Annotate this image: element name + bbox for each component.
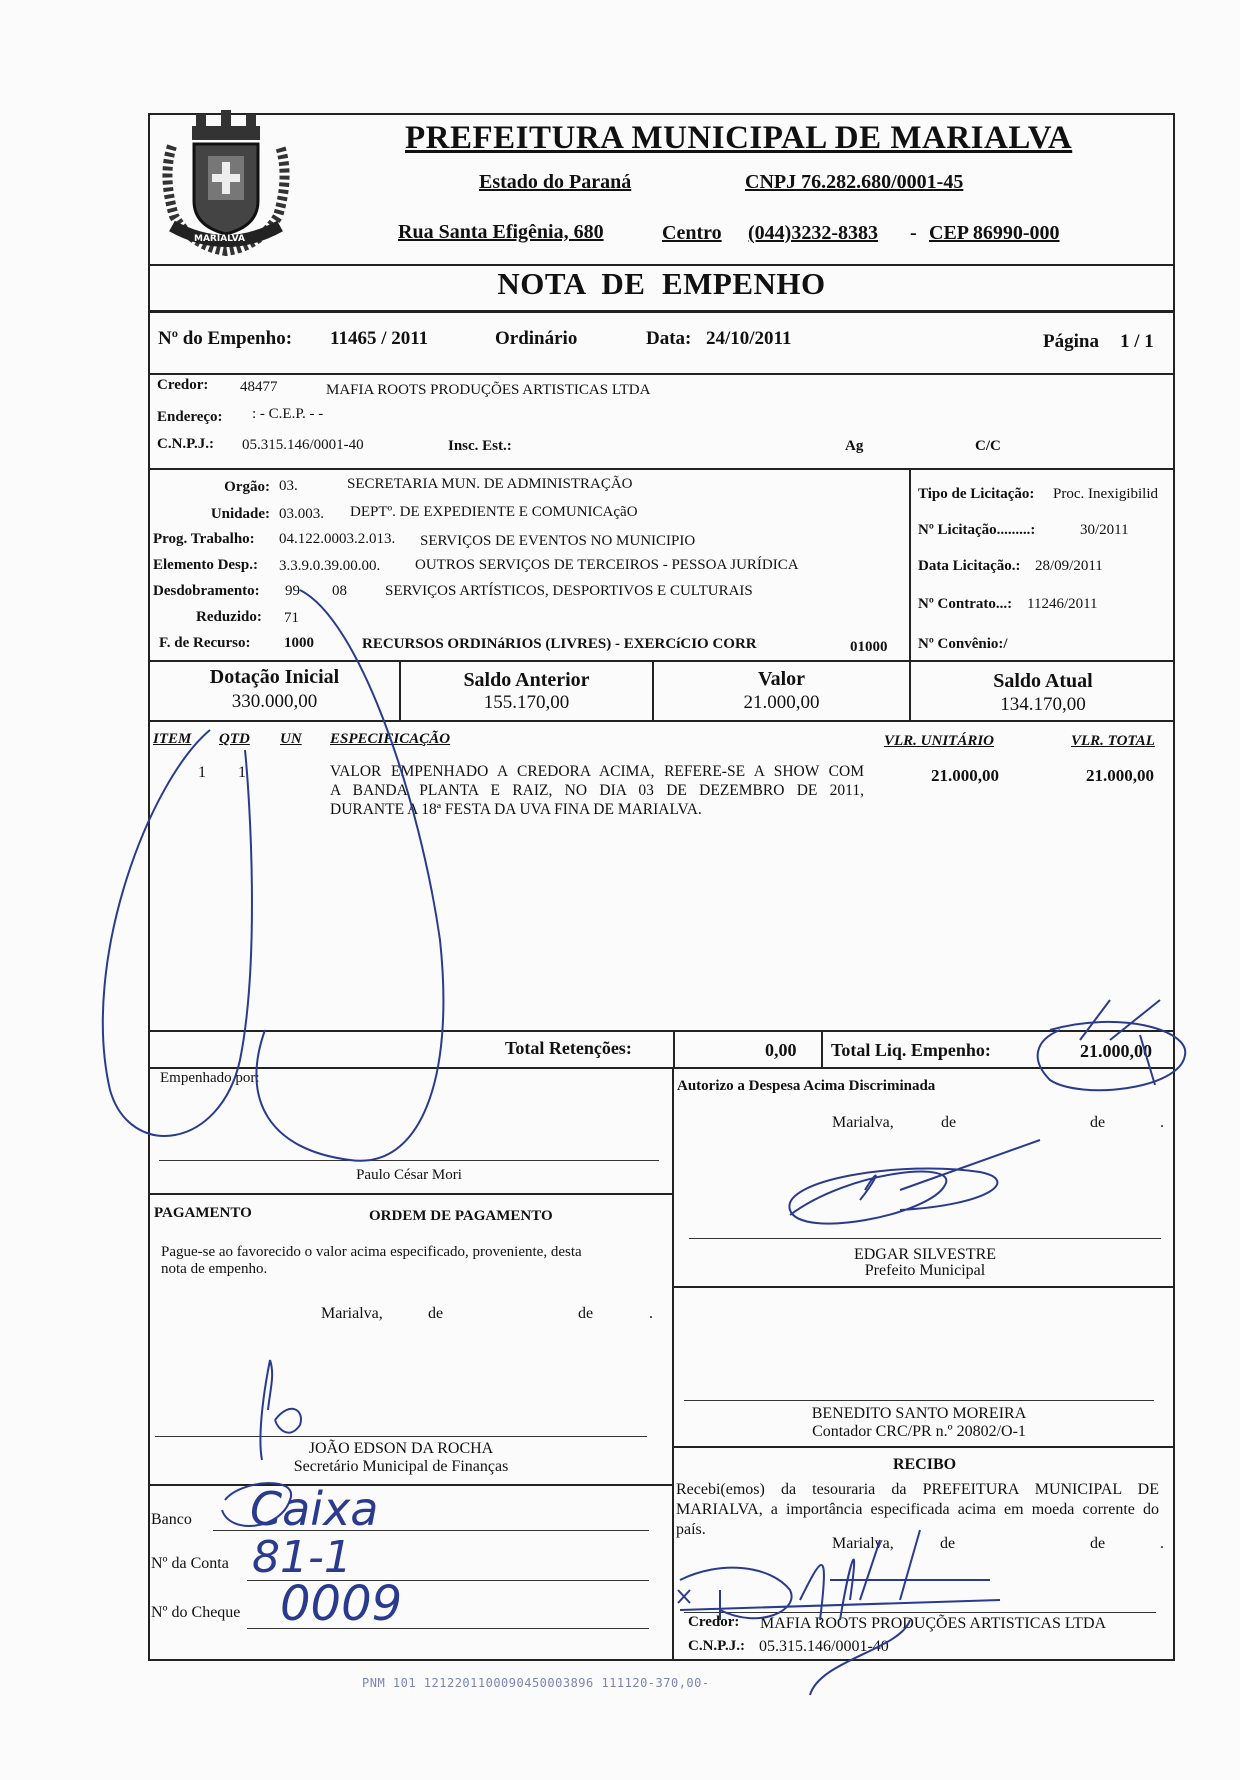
item-description-line-3: DURANTE A 18ª FESTA DA UVA FINA DE MARIALVA. — [330, 801, 702, 818]
unidade-name: DEPTº. DE EXPEDIENTE E COMUNICAçãO — [350, 504, 638, 520]
desdobramento-code: 99 — [285, 583, 300, 599]
secretario-name: JOÃO EDSON DA ROCHA — [308, 1440, 494, 1457]
recibo-credor-name: MAFIA ROOTS PRODUÇÕES ARTISTICAS LTDA — [760, 1615, 1107, 1632]
item-number: 1 — [198, 764, 206, 781]
recibo-place: Marialva, — [832, 1535, 894, 1552]
empenho-date-label: Data: — [646, 328, 692, 349]
cc-label: C/C — [975, 438, 1001, 454]
autorizo-dot: . — [1160, 1114, 1164, 1131]
autorizo-de-2: de — [1090, 1114, 1106, 1131]
item-qtd: 1 — [238, 764, 246, 781]
prog-trabalho-code: 04.122.0003.2.013. — [279, 531, 396, 547]
fonte-code: 1000 — [284, 635, 314, 651]
reduzido-label: Reduzido: — [196, 609, 262, 625]
prefeito-role: Prefeito Municipal — [864, 1262, 986, 1279]
item-description-line-1: VALOR EMPENHADO A CREDORA ACIMA, REFERE-SE A SHOW COM — [330, 763, 864, 780]
footer-stamp: PNM 101 1212201100090450003896 111120-370,00- — [362, 1676, 710, 1690]
recibo-de-2: de — [1090, 1535, 1106, 1552]
credor-name: MAFIA ROOTS PRODUÇÕES ARTISTICAS LTDA — [326, 382, 651, 398]
pagamento-place: Marialva, — [321, 1305, 383, 1322]
unidade-code: 03.003. — [279, 506, 324, 522]
insc-est-label: Insc. Est.: — [448, 438, 512, 454]
saldo-anterior-value: 155.170,00 — [483, 692, 570, 713]
credor-code: 48477 — [240, 379, 278, 395]
secretario-role: Secretário Municipal de Finanças — [293, 1458, 509, 1475]
pagamento-de-1: de — [428, 1305, 444, 1322]
header-address: Rua Santa Efigênia, 680 — [398, 221, 604, 243]
pagamento-label: PAGAMENTO — [154, 1205, 252, 1221]
valor-label: Valor — [757, 668, 806, 690]
col-qtd: QTD — [219, 731, 250, 747]
document-title: NOTA DE EMPENHO — [497, 266, 826, 301]
fonte-number: 01000 — [850, 639, 888, 655]
autorizo-title: Autorizo a Despesa Acima Discriminada — [677, 1078, 936, 1094]
banco-handwritten: Caixa — [250, 1482, 379, 1536]
orgao-code: 03. — [279, 478, 298, 494]
recibo-text-line-2: MARIALVA, a importância especificada acima em moeda corrente do — [676, 1501, 1159, 1518]
desdobramento-name: SERVIÇOS ARTÍSTICOS, DESPORTIVOS E CULTURAIS — [385, 583, 753, 599]
contador-name: BENEDITO SANTO MOREIRA — [811, 1405, 1027, 1422]
tipo-licitacao-label: Tipo de Licitação: — [918, 486, 1035, 502]
saldo-atual-value: 134.170,00 — [1000, 694, 1086, 715]
contador-role: Contador CRC/PR n.º 20802/O-1 — [812, 1423, 1026, 1440]
orgao-label: Orgão: — [224, 479, 270, 495]
prog-trabalho-name: SERVIÇOS DE EVENTOS NO MUNICIPIO — [420, 533, 696, 549]
cheque-handwritten: 0009 — [280, 1576, 403, 1632]
elemento-name: OUTROS SERVIÇOS DE TERCEIROS - PESSOA JURÍDICA — [415, 557, 799, 573]
recibo-de-1: de — [940, 1535, 956, 1552]
fonte-label: F. de Recurso: — [159, 635, 251, 651]
credor-label: Credor: — [157, 377, 209, 393]
col-item: ITEM — [153, 731, 192, 747]
cheque-label: Nº do Cheque — [151, 1604, 241, 1621]
total-liq-value: 21.000,00 — [1080, 1041, 1152, 1061]
recibo-credor-label: Credor: — [688, 1614, 740, 1630]
reduzido-value: 71 — [284, 610, 299, 626]
recibo-title: RECIBO — [892, 1456, 957, 1473]
empenho-number-label: Nº do Empenho: — [158, 328, 293, 349]
pagamento-dot: . — [649, 1305, 653, 1322]
col-vlr-total: VLR. TOTAL — [1071, 733, 1155, 749]
empenhado-por-label: Empenhado por: — [160, 1070, 260, 1086]
orgao-name: SECRETARIA MUN. DE ADMINISTRAÇÃO — [347, 476, 633, 492]
data-licitacao-label: Data Licitação.: — [918, 558, 1021, 574]
ordem-pagamento-title: ORDEM DE PAGAMENTO — [369, 1208, 553, 1224]
contrato-label: Nº Contrato...: — [918, 596, 1013, 612]
header-cep: CEP 86990-000 — [929, 222, 1060, 244]
page-title: PREFEITURA MUNICIPAL DE MARIALVA — [405, 120, 1073, 156]
saldo-atual-label: Saldo Atual — [993, 670, 1093, 692]
autorizo-place: Marialva, — [832, 1114, 894, 1131]
pagamento-text-line-1: Pague-se ao favorecido o valor acima especificado, proveniente, desta — [161, 1244, 582, 1260]
ag-label: Ag — [845, 438, 864, 454]
pagamento-de-2: de — [578, 1305, 594, 1322]
endereco-label: Endereço: — [157, 409, 223, 425]
convenio-label: Nº Convênio:/ — [918, 636, 1008, 652]
header-cnpj: CNPJ 76.282.680/0001-45 — [745, 171, 964, 193]
conta-label: Nº da Conta — [151, 1555, 229, 1572]
header-state: Estado do Paraná — [479, 171, 632, 193]
empenho-number: 11465 / 2011 — [330, 328, 429, 349]
header-phone: (044)3232-8383 — [748, 222, 878, 244]
recibo-dot: . — [1160, 1535, 1164, 1552]
empenho-type: Ordinário — [495, 328, 578, 349]
endereco-value: : - C.E.P. - - — [252, 406, 324, 422]
pagamento-text-line-2: nota de empenho. — [161, 1261, 268, 1277]
header-district: Centro — [662, 222, 722, 244]
recibo-text-line-3: país. — [676, 1521, 706, 1538]
header-separator: - — [910, 222, 917, 244]
elemento-label: Elemento Desp.: — [153, 557, 258, 573]
conta-handwritten: 81-1 — [252, 1532, 352, 1583]
total-liq-label: Total Liq. Empenho: — [831, 1040, 991, 1060]
tipo-licitacao: Proc. Inexigibilid — [1053, 486, 1158, 502]
recibo-cnpj: 05.315.146/0001-40 — [759, 1638, 889, 1655]
cnpj-label: C.N.P.J.: — [157, 436, 214, 452]
total-retencoes-value: 0,00 — [765, 1040, 797, 1060]
contrato-number: 11246/2011 — [1027, 596, 1098, 612]
saldo-anterior-label: Saldo Anterior — [463, 669, 590, 691]
col-un: UN — [280, 731, 302, 747]
desdobramento-label: Desdobramento: — [153, 583, 260, 599]
item-vlr-total: 21.000,00 — [1086, 766, 1154, 785]
item-description-line-2: A BANDA PLANTA E RAIZ, NO DIA 03 DE DEZEMBRO DE 2011, — [330, 782, 864, 799]
prefeito-name: EDGAR SILVESTRE — [853, 1246, 997, 1263]
item-vlr-unitario: 21.000,00 — [931, 766, 999, 785]
recibo-cnpj-label: C.N.P.J.: — [688, 1638, 745, 1654]
col-vlr-unitario: VLR. UNITÁRIO — [884, 733, 995, 749]
fonte-name: RECURSOS ORDINáRIOS (LIVRES) - EXERCíCIO CORR — [362, 636, 757, 652]
unidade-label: Unidade: — [210, 506, 270, 522]
empenho-date: 24/10/2011 — [706, 328, 792, 349]
recibo-text-line-1: Recebi(emos) da tesouraria da PREFEITURA MUNICIPAL DE — [676, 1481, 1159, 1498]
col-especificacao: ESPECIFICAÇÃO — [330, 731, 451, 747]
num-licitacao-label: Nº Licitação.........: — [918, 522, 1036, 538]
dotacao-label: Dotação Inicial — [209, 666, 340, 688]
num-licitacao: 30/2011 — [1080, 522, 1129, 538]
total-retencoes-label: Total Retenções: — [505, 1038, 632, 1058]
page-number: 1 / 1 — [1120, 331, 1154, 352]
banco-label: Banco — [151, 1511, 192, 1528]
prog-trabalho-label: Prog. Trabalho: — [153, 531, 255, 547]
autorizo-de-1: de — [941, 1114, 957, 1131]
valor-value: 21.000,00 — [743, 692, 820, 713]
desdobramento-sub: 08 — [332, 583, 347, 599]
data-licitacao: 28/09/2011 — [1035, 558, 1103, 574]
page-label: Página — [1043, 331, 1099, 352]
credor-cnpj: 05.315.146/0001-40 — [242, 437, 364, 453]
empenhado-por-name: Paulo César Mori — [356, 1167, 462, 1183]
elemento-code: 3.3.9.0.39.00.00. — [279, 558, 381, 574]
municipal-crest — [152, 106, 300, 256]
dotacao-value: 330.000,00 — [231, 691, 318, 712]
crest-banner-text: MARIALVA — [194, 234, 245, 244]
